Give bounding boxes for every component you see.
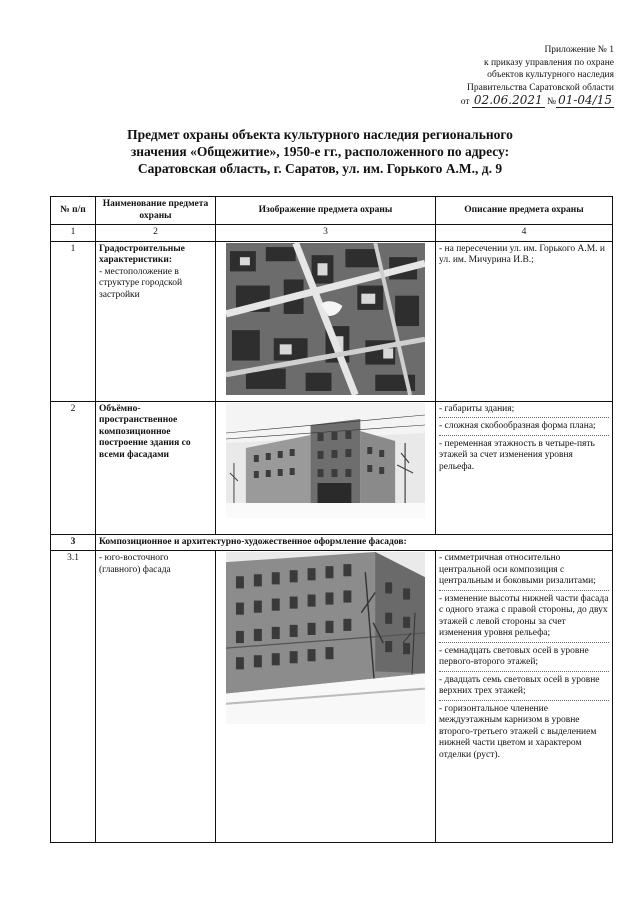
appendix-header [461, 44, 614, 109]
row-desc-item: - двадцать семь световых осей в уровне верхних трех этажей; [439, 675, 609, 701]
document-title [80, 126, 560, 177]
row-desc-item: - сложная скобообразная форма плана; [439, 421, 609, 436]
row-image-cell [216, 551, 436, 843]
colnum-3: 3 [216, 225, 436, 242]
colnum-4: 4 [436, 225, 613, 242]
table-row [51, 241, 613, 401]
row-number: 2 [51, 401, 96, 534]
colnum-1: 1 [51, 225, 96, 242]
row-name-bold: Градостроительные характеристики: [99, 243, 185, 265]
table-row [51, 401, 613, 534]
row-name [96, 551, 216, 843]
row-desc-item: - симметричная относительно центральной оси композиция с центральным и боковыми ризалитами; [439, 553, 609, 591]
row-desc-item: - горизонтальное членение междуэтажным карнизом в уровне второго-третьего этажей с выделением нижней части цветом и характером отделки (руст). [439, 703, 597, 760]
appendix-line-1: Приложение № 1 [544, 45, 614, 55]
row-desc-item: - переменная этажность в четыре-пять этажей за счет изменения уровня рельефа. [439, 438, 595, 472]
row-image-cell [216, 241, 436, 401]
number-prefix: № [547, 97, 557, 107]
section-number: 3 [51, 534, 96, 551]
column-number-row [51, 225, 613, 242]
building-photo-winter [226, 403, 425, 518]
appendix-line-2: к приказу управления по охране [483, 57, 614, 68]
row-name-plain: - местоположение в структуре городской застройки [99, 266, 183, 300]
row-desc-item: - на пересечении ул. им. Горького А.М. и ул. им. Мичурина И.В.; [439, 243, 605, 265]
header-description: Описание предмета охраны [436, 197, 613, 225]
row-image-cell [216, 401, 436, 534]
row-name [96, 241, 216, 401]
facade-photo [226, 552, 425, 724]
title-line-1: Предмет охраны объекта культурного наследия регионального [127, 127, 513, 142]
row-desc-item: - семнадцать световых осей в уровне первого-второго этажей; [439, 646, 609, 672]
colnum-2: 2 [96, 225, 216, 242]
appendix-line-4: Правительства Саратовской области [467, 82, 614, 93]
row-description [436, 551, 613, 843]
row-desc-item: - изменение высоты нижней части фасада с одного этажа с правой стороны, до двух этажей с левой стороны за счет изменения уровня рельефа; [439, 594, 609, 643]
row-description [436, 241, 613, 401]
header-num: № п/п [51, 197, 96, 225]
row-name-plain: - юго-восточного (главного) фасада [99, 553, 171, 575]
table-row [51, 551, 613, 843]
appendix-line-3: объектов культурного наследия [487, 70, 614, 80]
row-desc-item: - габариты здания; [439, 404, 609, 419]
row-number: 1 [51, 241, 96, 401]
title-line-3: Саратовская область, г. Саратов, ул. им. Горького А.М., д. 9 [137, 161, 503, 176]
handwritten-date: 02.06.2021 [473, 93, 543, 107]
row-number: 3.1 [51, 551, 96, 843]
row-name [96, 401, 216, 534]
section-label: Композиционное и архитектурно-художественное оформление фасадов: [96, 534, 613, 551]
handwritten-number: 01-04/15 [558, 93, 612, 107]
aerial-map-image [226, 243, 425, 395]
protection-table [50, 196, 613, 843]
header-image: Изображение предмета охраны [216, 197, 436, 225]
row-description [436, 401, 613, 534]
section-row [51, 534, 613, 551]
header-name: Наименование предмета охраны [96, 197, 216, 225]
row-name-bold: Объёмно-пространственное композиционное построение здания со всеми фасадами [99, 403, 191, 460]
title-line-2: значения «Общежитие», 1950-е гг., расположенного по адресу: [130, 144, 510, 159]
date-prefix: от [460, 97, 470, 107]
table-header-row [51, 197, 613, 225]
appendix-date-line [461, 94, 614, 109]
